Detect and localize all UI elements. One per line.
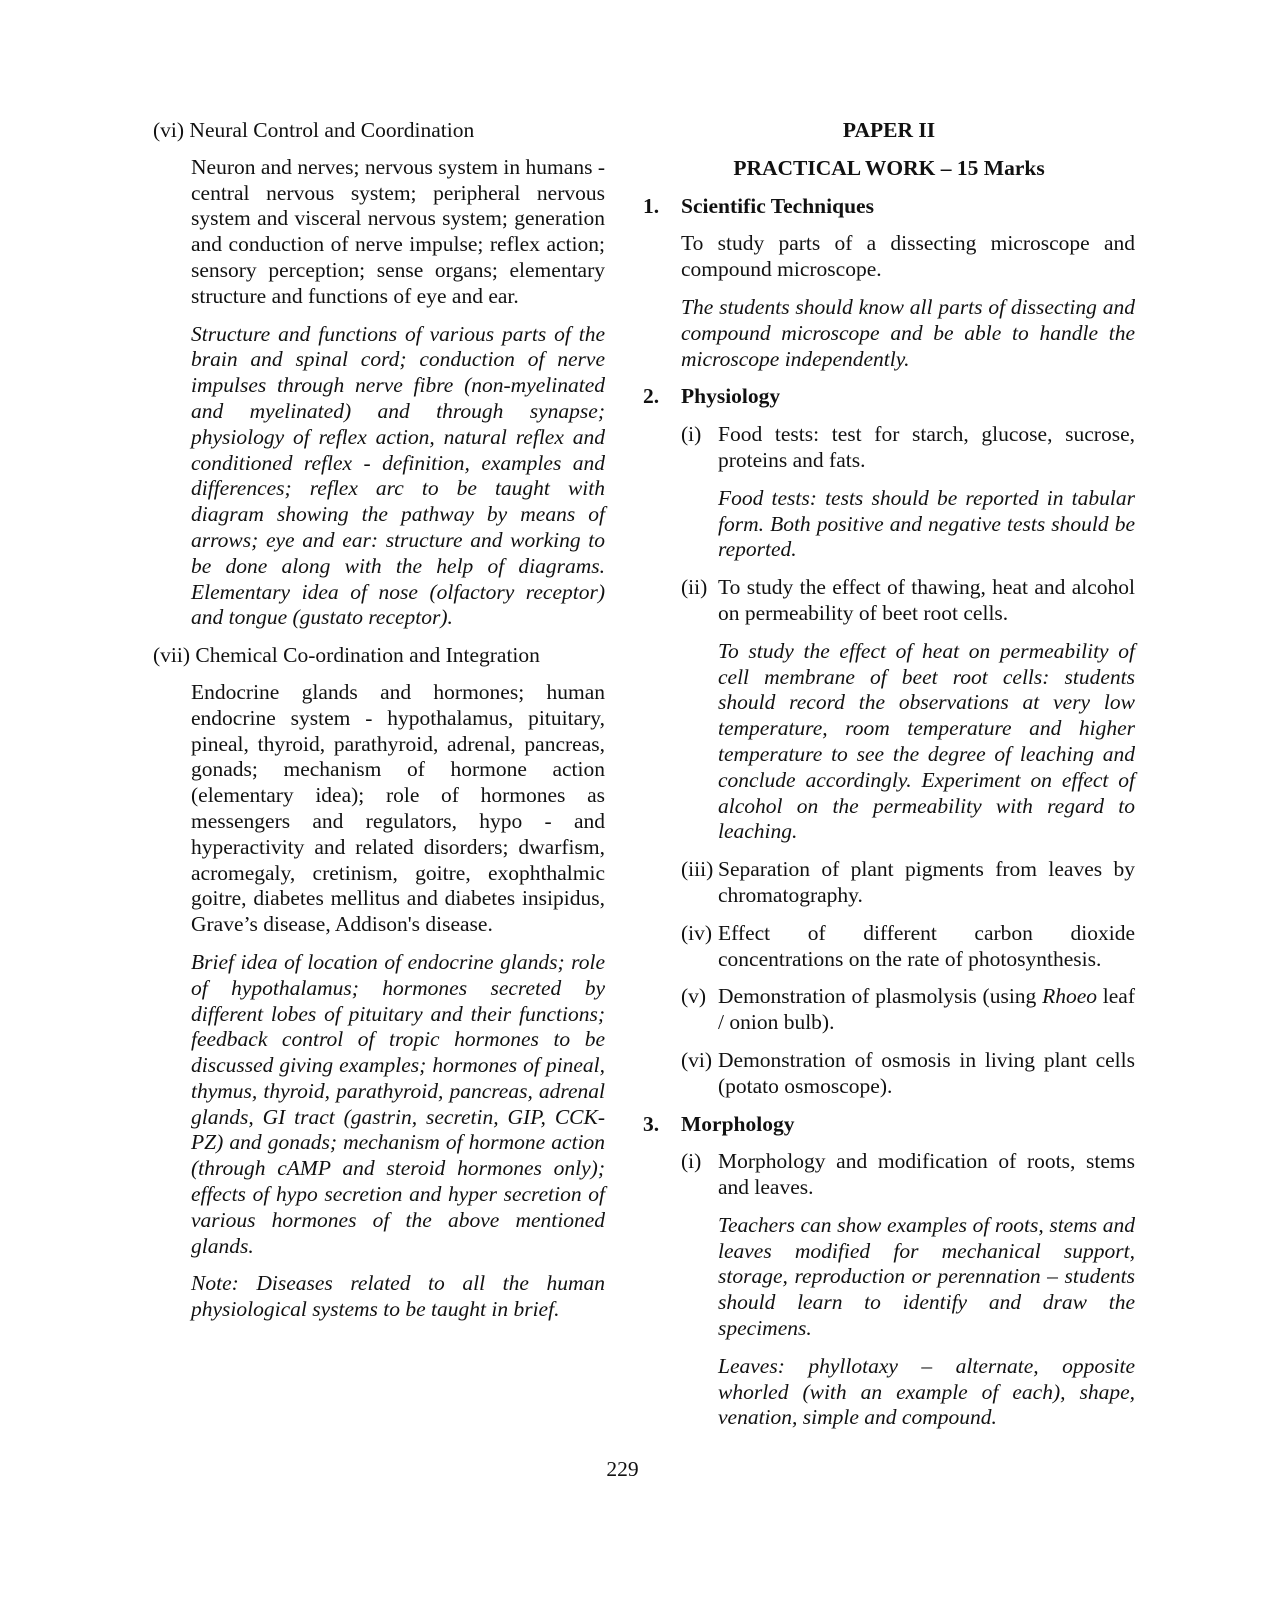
explanatory-note-neural-control: Structure and functions of various parts of the brain and spinal cord; conduction of nerve impulses through nerve fibre (non-myelinated and myelinated) and through synapse; physiology of reflex action, natural reflex and conditioned reflex - definition, examples and differences; reflex arc to be taught with diagram showing the pathway by means of arrows; eye and ear: structure and working to be done along with the help of diagrams. Elementary idea of nose (olfactory receptor) and tongue (gustato receptor).: [191, 321, 605, 630]
section-number: 3.: [643, 1111, 660, 1136]
explanatory-note-chemical-coordination: Brief idea of location of endocrine glands; role of hypothalamus; hormones secreted by different lobes of pituitary and their functions; feedback control of tropic hormones to be discussed giving examples; hormones of pineal, thymus, thyroid, parathyroid, pancreas, adrenal glands, GI tract (gastrin, secretin, GIP, CCK-PZ) and gonads; mechanism of hormone action (through cAMP and steroid hormones only); effects of hypo secretion and hyper secretion of various hormones of the above mentioned glands.: [191, 949, 605, 1258]
item-text: Food tests: test for starch, glucose, sucrose, proteins and fats.: [718, 422, 1135, 472]
list-item: [681, 1149, 1135, 1201]
section-number: 1.: [643, 193, 660, 218]
item-number: (ii): [681, 575, 708, 600]
list-item: [681, 984, 1135, 1036]
syllabus-text-chemical-coordination: Endocrine glands and hormones; human endocrine system - hypothalamus, pituitary, pineal, thyroid, parathyroid, adrenal, pancreas, gonads; mechanism of hormone action (elementary idea); role of hormones as messengers and regulators, hypo - and hyperactivity and related disorders; dwarfism, acromegaly, cretinism, goitre, exophthalmic goitre, diabetes mellitus and diabetes insipidus, Grave’s disease, Addison's disease.: [191, 679, 605, 937]
list-item: [681, 422, 1135, 474]
section-physiology: [643, 384, 1135, 410]
item-number: (i): [681, 1149, 702, 1174]
practical-work-title: PRACTICAL WORK – 15 Marks: [733, 155, 1045, 180]
syllabus-text-neural-control: Neuron and nerves; nervous system in humans - central nervous system; peripheral nervous system and visceral nervous system; generation and conduction of nerve impulse; reflex action; sensory perception; sense organs; elementary structure and functions of eye and ear.: [191, 154, 605, 308]
section-title: Scientific Techniques: [681, 193, 874, 218]
section-title: Morphology: [681, 1111, 795, 1136]
list-item: [681, 921, 1135, 973]
note-diseases: Note: Diseases related to all the human physiological systems to be taught in brief.: [191, 1271, 605, 1322]
item-number: (iii): [681, 857, 714, 882]
item-number: (v): [681, 984, 707, 1009]
page-number: 229: [606, 1457, 639, 1481]
scientific-techniques-text: To study parts of a dissecting microscope and compound microscope.: [681, 231, 1135, 282]
item-text: Separation of plant pigments from leaves by chromatography.: [718, 857, 1135, 907]
item-text-italic: Rhoeo: [1042, 984, 1098, 1009]
right-column: [643, 118, 1135, 1443]
scientific-techniques-note: The students should know all parts of dissecting and compound microscope and be able to handle the microscope independently.: [681, 294, 1135, 371]
item-text: To study the effect of thawing, heat and alcohol on permeability of beet root cells.: [718, 575, 1135, 625]
left-column: [153, 118, 605, 1335]
item-text-part: Demonstration of plasmolysis (using: [718, 984, 1043, 1009]
item-text: Morphology and modification of roots, stems and leaves.: [718, 1149, 1135, 1200]
item-text: Demonstration of osmosis in living plant cells (potato osmoscope).: [718, 1047, 1135, 1098]
section-title: Physiology: [681, 384, 781, 409]
item-note: To study the effect of heat on permeability of cell membrane of beet root cells: students should record the observations at very low temperature, room temperature and higher temperature to see the degree of leaching and conclude accordingly. Experiment on effect of alcohol on the permeability with regard to leaching.: [718, 638, 1135, 844]
item-number: (i): [681, 422, 702, 447]
item-note: Leaves: phyllotaxy – alternate, opposite whorled (with an example of each), shape, venation, simple and compound.: [718, 1353, 1135, 1430]
item-number: (iv): [681, 920, 713, 945]
section-heading-chemical-coordination: (vii) Chemical Co-ordination and Integration: [153, 643, 540, 668]
section-scientific-techniques: [643, 194, 1135, 220]
item-note: Teachers can show examples of roots, stems and leaves modified for mechanical support, storage, reproduction or perennation – students should learn to identify and draw the specimens.: [718, 1212, 1135, 1341]
item-note: Food tests: tests should be reported in tabular form. Both positive and negative tests should be reported.: [718, 485, 1135, 562]
section-heading-neural-control: (vi) Neural Control and Coordination: [153, 118, 475, 142]
paper-title: PAPER II: [842, 118, 936, 142]
list-item: [681, 1048, 1135, 1100]
section-number: 2.: [643, 384, 660, 409]
item-text: Effect of different carbon dioxide concentrations on the rate of photosynthesis.: [718, 920, 1135, 971]
list-item: [681, 857, 1135, 909]
section-morphology: [643, 1112, 1135, 1138]
item-text-part: leaf / onion bulb).: [718, 984, 1136, 1035]
list-item: [681, 575, 1135, 627]
item-number: (vi): [681, 1047, 713, 1072]
item-text: [718, 984, 1135, 1036]
